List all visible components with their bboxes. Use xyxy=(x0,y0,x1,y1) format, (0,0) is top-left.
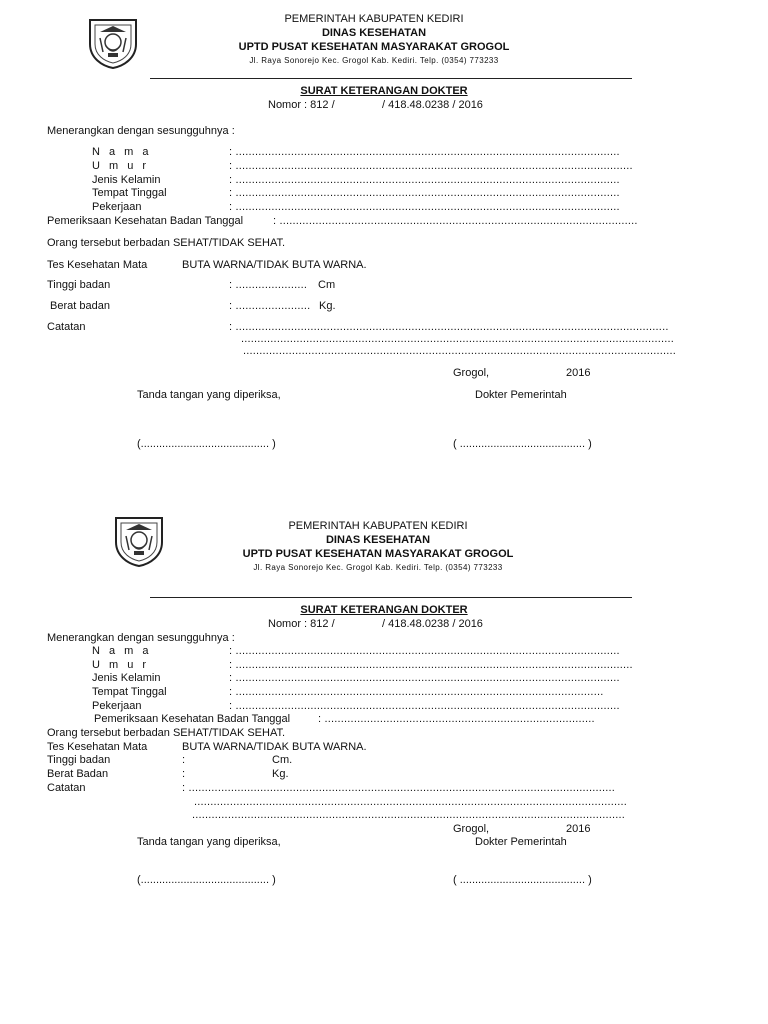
field-umur-label: U m u r xyxy=(92,659,150,671)
field-jenis-kelamin-line: : ...................................................................................................................... xyxy=(229,672,620,684)
notes-line-2: ..................................................................................................................................... xyxy=(241,333,675,345)
field-nama-label: N a m a xyxy=(92,645,152,657)
sig-right-line: ( ......................................... ) xyxy=(453,874,592,886)
height-colon: : xyxy=(182,754,186,766)
header-address: Jl. Raya Sonorejo Kec. Grogol Kab. Kediri. Telp. (0354) 773233 xyxy=(253,563,503,572)
notes-label: Catatan xyxy=(47,782,86,794)
notes-label: Catatan xyxy=(47,321,86,333)
year: 2016 xyxy=(566,823,591,835)
field-pekerjaan-label: Pekerjaan xyxy=(92,700,142,712)
letter-number: Nomor : 812 / xyxy=(268,618,335,630)
field-tempat-tinggal-line: : ................................................................................................................. xyxy=(229,686,604,698)
field-pemeriksaan-line: : ................................................................................... xyxy=(318,713,595,725)
header-unit: UPTD PUSAT KESEHATAN MASYARAKAT GROGOL xyxy=(242,548,514,560)
sig-left-line: (.......................................... ) xyxy=(137,438,276,450)
notes-line-1: : ................................................................................................................................... xyxy=(182,782,616,794)
weight-line: : ....................... xyxy=(229,300,311,312)
field-tempat-tinggal-line: : ...................................................................................................................... xyxy=(229,187,620,199)
field-tempat-tinggal-label: Tempat Tinggal xyxy=(92,187,167,199)
header-dept: DINAS KESEHATAN xyxy=(325,534,431,546)
kediri-emblem-icon xyxy=(112,514,166,568)
field-nama-label: N a m a xyxy=(92,146,152,158)
letter-number-suffix: / 418.48.0238 / 2016 xyxy=(382,99,483,111)
header-gov: PEMERINTAH KABUPATEN KEDIRI xyxy=(288,520,468,532)
field-pemeriksaan-label: Pemeriksaan Kesehatan Badan Tanggal xyxy=(94,713,291,725)
field-umur-line: : .......................................................................................................................... xyxy=(229,659,633,671)
notes-line-3: ..................................................................................................................................... xyxy=(192,809,626,821)
weight-label: Berat Badan xyxy=(47,768,109,780)
eye-test-label: Tes Kesehatan Mata xyxy=(47,741,148,753)
intro-text: Menerangkan dengan sesungguhnya : xyxy=(47,125,235,137)
eye-test-value: BUTA WARNA/TIDAK BUTA WARNA. xyxy=(182,741,367,753)
height-label: Tinggi badan xyxy=(47,279,111,291)
field-nama-line: : ...................................................................................................................... xyxy=(229,146,620,158)
field-pemeriksaan-label: Pemeriksaan Kesehatan Badan Tanggal xyxy=(47,215,244,227)
header-divider xyxy=(150,78,632,79)
height-unit: Cm xyxy=(318,279,336,291)
header-divider xyxy=(150,597,632,598)
notes-line-1: : ..................................................................................................................................... xyxy=(229,321,669,333)
letter-number-suffix: / 418.48.0238 / 2016 xyxy=(382,618,483,630)
notes-line-2: ..................................................................................................................................... xyxy=(194,796,628,808)
field-pekerjaan-line: : ...................................................................................................................... xyxy=(229,700,620,712)
header-unit: UPTD PUSAT KESEHATAN MASYARAKAT GROGOL xyxy=(238,41,510,53)
field-pekerjaan-label: Pekerjaan xyxy=(92,201,142,213)
sign-right-label: Dokter Pemerintah xyxy=(475,389,567,401)
height-label: Tinggi badan xyxy=(47,754,111,766)
letter-number: Nomor : 812 / xyxy=(268,99,335,111)
sig-right-line: ( ......................................... ) xyxy=(453,438,592,450)
field-umur-label: U m u r xyxy=(92,160,150,172)
letter-title: SURAT KETERANGAN DOKTER xyxy=(300,85,468,97)
letter-title: SURAT KETERANGAN DOKTER xyxy=(300,604,468,616)
sig-left-line: (.......................................... ) xyxy=(137,874,276,886)
height-line: : ...................... xyxy=(229,279,308,291)
weight-unit: Kg. xyxy=(272,768,289,780)
sign-right-label: Dokter Pemerintah xyxy=(475,836,567,848)
field-nama-line: : ...................................................................................................................... xyxy=(229,645,620,657)
header-dept: DINAS KESEHATAN xyxy=(321,27,427,39)
intro-text: Menerangkan dengan sesungguhnya : xyxy=(47,632,235,644)
place: Grogol, xyxy=(453,823,490,835)
height-unit: Cm. xyxy=(272,754,293,766)
weight-colon: : xyxy=(182,768,186,780)
field-umur-line: : .......................................................................................................................... xyxy=(229,160,633,172)
sign-left-label: Tanda tangan yang diperiksa, xyxy=(137,836,281,848)
kediri-emblem-icon xyxy=(86,16,140,70)
eye-test-value: BUTA WARNA/TIDAK BUTA WARNA. xyxy=(182,259,367,271)
field-pemeriksaan-line: : .............................................................................................................. xyxy=(273,215,638,227)
sign-left-label: Tanda tangan yang diperiksa, xyxy=(137,389,281,401)
health-status: Orang tersebut berbadan SEHAT/TIDAK SEHAT. xyxy=(47,727,286,739)
field-jenis-kelamin-label: Jenis Kelamin xyxy=(92,672,161,684)
field-pekerjaan-line: : ...................................................................................................................... xyxy=(229,201,620,213)
place: Grogol, xyxy=(453,367,490,379)
field-jenis-kelamin-label: Jenis Kelamin xyxy=(92,174,161,186)
header-gov: PEMERINTAH KABUPATEN KEDIRI xyxy=(284,13,464,25)
header-address: Jl. Raya Sonorejo Kec. Grogol Kab. Kediri. Telp. (0354) 773233 xyxy=(249,56,499,65)
field-jenis-kelamin-line: : ...................................................................................................................... xyxy=(229,174,620,186)
weight-unit: Kg. xyxy=(319,300,336,312)
health-status: Orang tersebut berbadan SEHAT/TIDAK SEHAT. xyxy=(47,237,286,249)
eye-test-label: Tes Kesehatan Mata xyxy=(47,259,148,271)
notes-line-3: ..................................................................................................................................... xyxy=(243,345,677,357)
year: 2016 xyxy=(566,367,591,379)
field-tempat-tinggal-label: Tempat Tinggal xyxy=(92,686,167,698)
weight-label: Berat badan xyxy=(50,300,110,312)
